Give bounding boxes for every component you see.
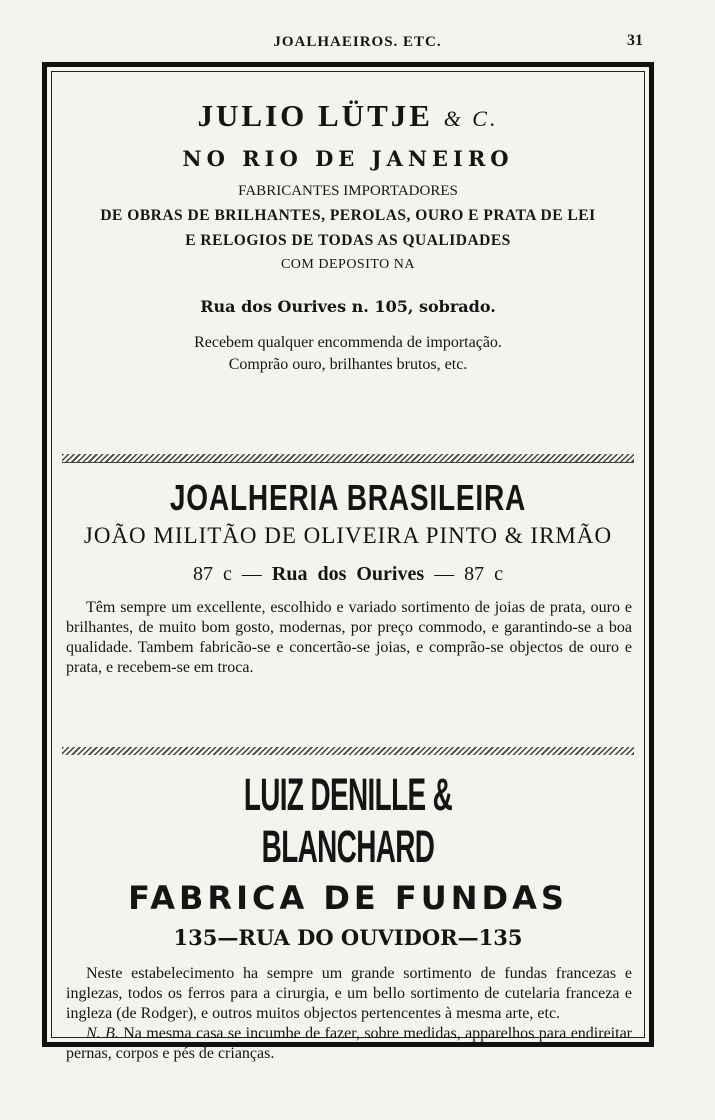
ad3-title: FABRICA DE FUNDAS <box>128 879 568 917</box>
ad1-address: Rua dos Ourives n. 105, sobrado. <box>200 297 496 316</box>
page-number: 31 <box>627 32 643 49</box>
running-head <box>0 34 715 58</box>
ad1-note-encommenda: Recebem qualquer encommenda de importação. <box>194 334 502 351</box>
advertisement-joalheria-brasileira <box>58 477 638 747</box>
ad3-address: 135—RUA DO OUVIDOR—135 <box>173 925 523 950</box>
ad3-body-text: Neste estabelecimento ha sempre um grande sortimento de fundas francezas e inglezas, todos os ferros para a cirurgia, e um bello sortimento de cutelaria franceza e ingleza (de Rodger), e outros muitos objectos pertencentes à mesma arte, etc. <box>66 965 632 1022</box>
ad3-nb-text: Na mesma casa se incumbe de fazer, sobre medidas, apparelhos para endireitar pernas, corpos e pés de crianças. <box>66 1025 632 1062</box>
ad2-number-left: 87 c — <box>192 563 262 585</box>
ad1-note-comprao: Comprão ouro, brilhantes brutos, etc. <box>228 356 468 373</box>
ad3-nb-label: N. B. <box>86 1025 119 1042</box>
advertisement-page <box>58 80 638 1064</box>
ad2-body-text: Têm sempre um excellente, escolhido e variado sortimento de joias de prata, ouro e brilhantes, de muito bom gosto, modernas, por preço commodo, e garantindo-se a boa qualidade. Tambem fabricão-se e concertão-se joias, e comprão-se objectos de ouro e prata, e recebem-se em troca. <box>66 599 632 676</box>
ad1-line-relogios: E RELOGIOS DE TODAS AS QUALIDADES <box>185 232 511 249</box>
ad1-city: NO RIO DE JANEIRO <box>182 146 514 171</box>
advertisement-julio-lutje <box>58 98 638 454</box>
ad1-line-fabricantes: FABRICANTES IMPORTADORES <box>238 183 458 199</box>
ad1-firm-name <box>58 98 638 134</box>
ad1-line-deposito: COM DEPOSITO NA <box>280 257 416 272</box>
ad2-owner: JOÃO MILITÃO DE OLIVEIRA PINTO & IRMÃO <box>83 523 613 548</box>
separator-rule-2 <box>62 747 634 755</box>
ad2-address <box>58 563 638 586</box>
ad3-body <box>66 964 632 1064</box>
ad1-line-obras: DE OBRAS DE BRILHANTES, PEROLAS, OURO E PRATA DE LEI <box>100 207 596 224</box>
ad3-firm-name: LUIZ DENILLE & BLANCHARD <box>243 769 453 872</box>
ad3-nb-paragraph <box>66 1024 632 1064</box>
ad1-name-text: JULIO LÜTJE <box>197 98 433 133</box>
ad2-number-right: — 87 c <box>434 563 504 585</box>
advertisement-luiz-denille <box>58 769 638 1064</box>
ad2-street: Rua dos Ourives <box>271 563 425 585</box>
running-title: JOALHAEIROS. ETC. <box>273 34 442 50</box>
ad1-company-suffix: & C. <box>443 106 499 131</box>
ad2-firm-name: JOALHERIA BRASILEIRA <box>169 477 527 518</box>
separator-rule-1 <box>62 454 634 463</box>
